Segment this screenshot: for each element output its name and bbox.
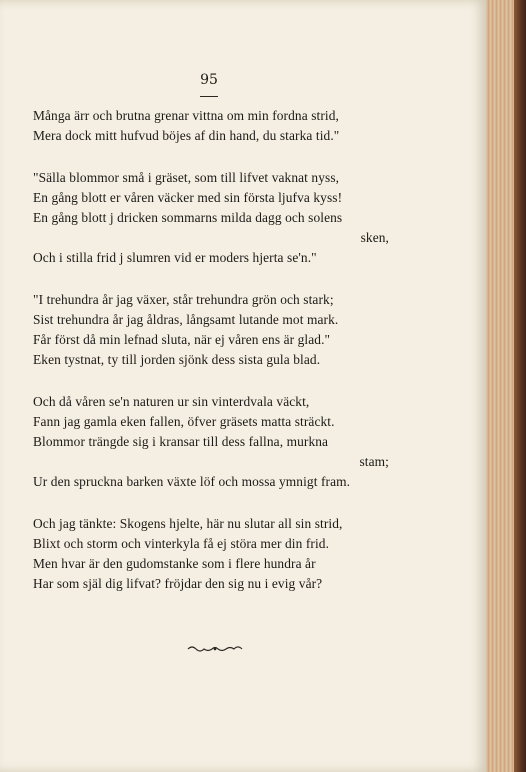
- poem-text: [33, 106, 393, 616]
- poem-line: Får först då min lefnad sluta, när ej våren ens är glad.": [33, 332, 331, 347]
- poem-line: En gång blott er våren väcker med sin första ljufva kyss!: [33, 190, 343, 205]
- page-number-rule: [200, 96, 218, 97]
- stanza: [33, 168, 393, 268]
- poem-line: sken,: [360, 230, 389, 245]
- poem-line: Och då våren se'n naturen ur sin vinterdvala väckt,: [33, 394, 310, 409]
- poem-line: "I trehundra år jag växer, står trehundra grön och stark;: [33, 292, 334, 307]
- poem-line: En gång blott j dricken sommarns milda dagg och solens: [33, 210, 343, 225]
- poem-line: Och i stilla frid j slumren vid er moders hjerta se'n.": [33, 250, 317, 265]
- book-fore-edge: [486, 0, 526, 772]
- poem-line: "Sälla blommor små i gräset, som till lifvet vaknat nyss,: [33, 170, 340, 185]
- poem-line: Eken tystnat, ty till jorden sjönk dess sista gula blad.: [33, 352, 321, 367]
- poem-line: Och jag tänkte: Skogens hjelte, här nu slutar all sin strid,: [33, 516, 343, 531]
- stanza: [33, 106, 393, 146]
- poem-line: Har som själ dig lifvat? fröjdar den sig nu i evig vår?: [33, 576, 323, 591]
- decorative-flourish-icon: [186, 644, 244, 654]
- poem-line: Många ärr och brutna grenar vittna om min fordna strid,: [33, 108, 339, 123]
- poem-line: Fann jag gamla eken fallen, öfver gräsets matta sträckt.: [33, 414, 335, 429]
- poem-line: Blommor trängde sig i kransar till dess fallna, murkna: [33, 434, 329, 449]
- stanza: [33, 514, 393, 594]
- page-number: 95: [200, 72, 218, 88]
- poem-line: Mera dock mitt hufvud böjes af din hand, du starka tid.": [33, 128, 340, 143]
- poem-line: Blixt och storm och vinterkyla få ej störa mer din frid.: [33, 536, 330, 551]
- poem-line: stam;: [359, 454, 389, 469]
- poem-line: Ur den spruckna barken växte löf och mossa ymnigt fram.: [33, 474, 351, 489]
- poem-line: Men hvar är den gudomstanke som i flere hundra år: [33, 556, 316, 571]
- stanza: [33, 392, 393, 492]
- stanza: [33, 290, 393, 370]
- poem-line: Sist trehundra år jag åldras, långsamt lutande mot mark.: [33, 312, 339, 327]
